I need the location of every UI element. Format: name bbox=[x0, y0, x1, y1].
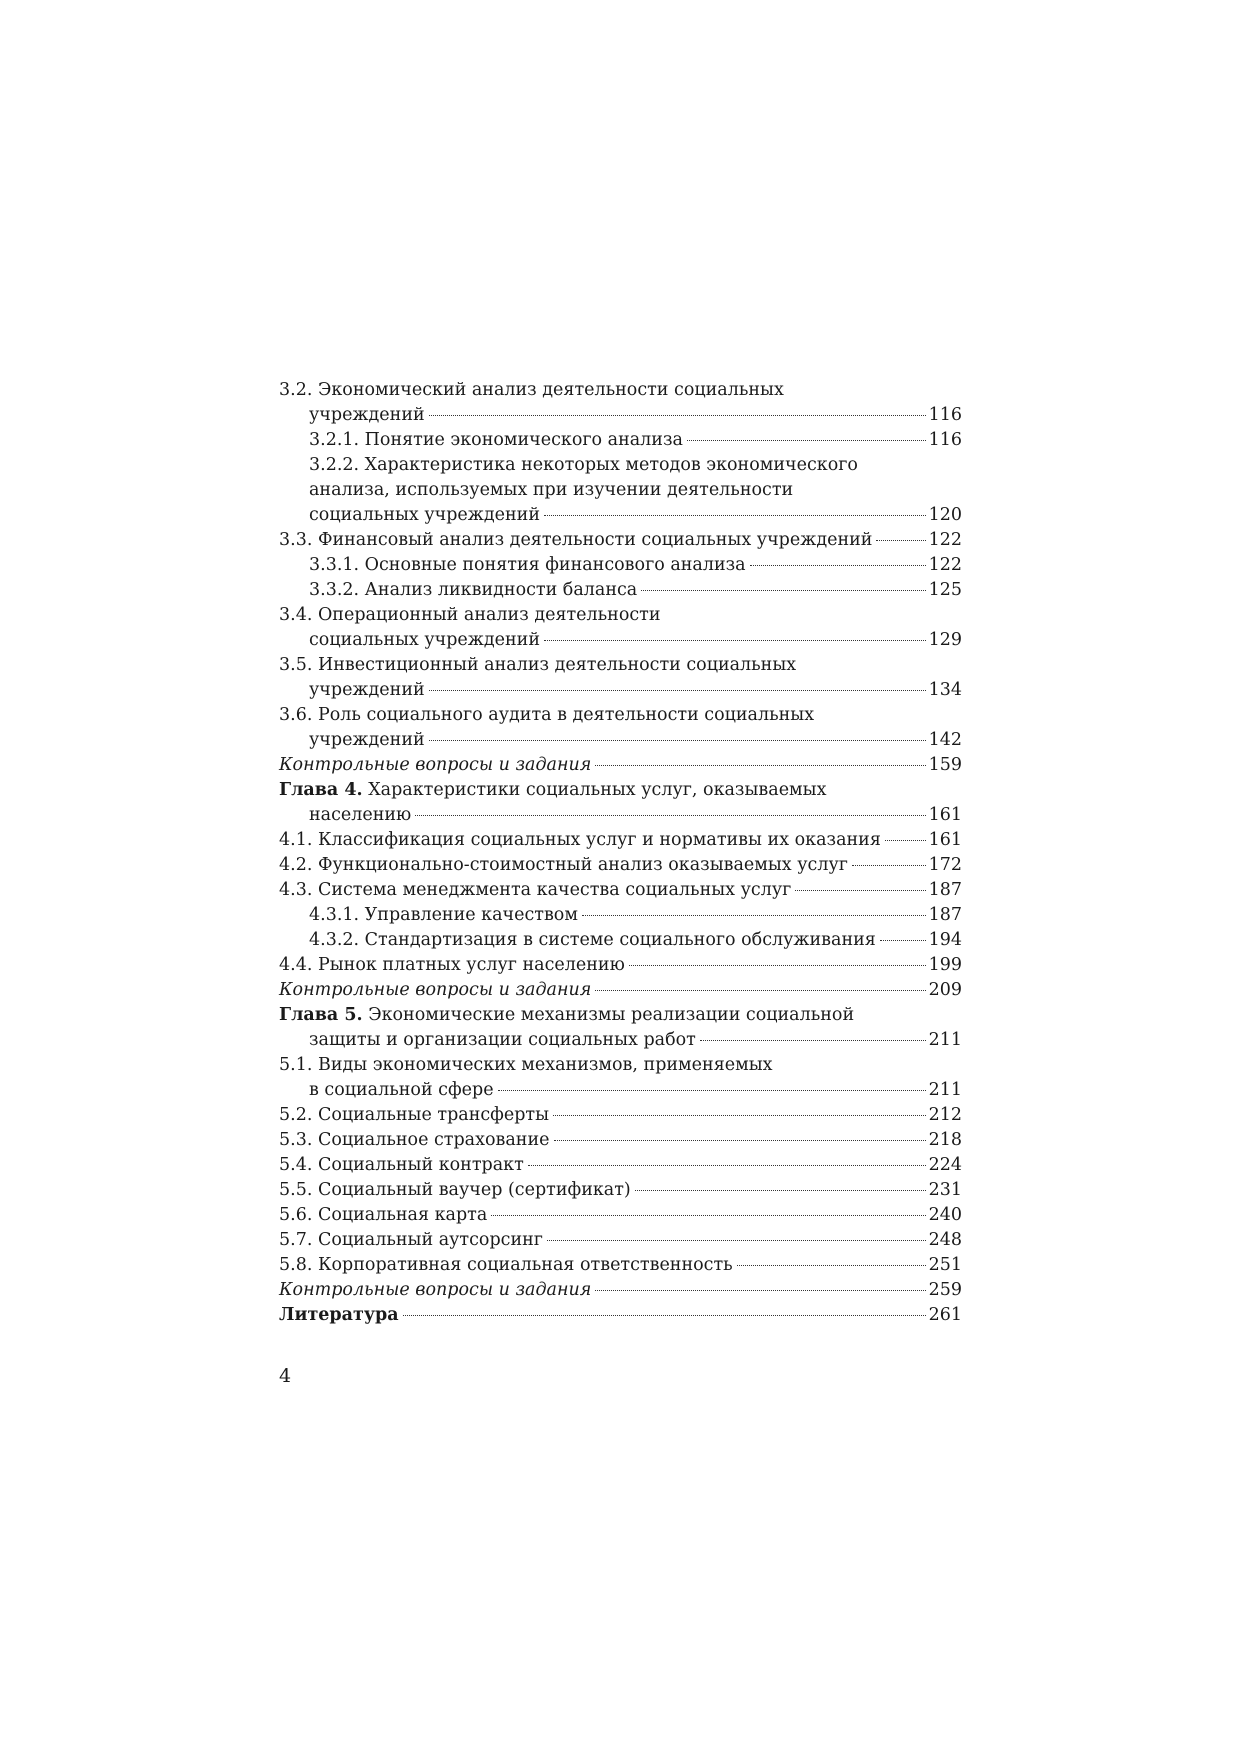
toc-entry bbox=[279, 953, 962, 978]
toc-entry-title: 4.2. Функционально-стоимостный анализ оказываемых услуг bbox=[279, 855, 848, 875]
toc-page-number: 172 bbox=[928, 855, 962, 875]
dot-leader bbox=[498, 1089, 926, 1091]
toc-entry-title: учреждений bbox=[309, 730, 425, 750]
dot-leader bbox=[641, 589, 925, 591]
dot-leader bbox=[852, 864, 926, 866]
dot-leader bbox=[880, 939, 926, 941]
toc-entry bbox=[279, 428, 962, 453]
toc-entry bbox=[279, 528, 962, 553]
toc-page-number: 187 bbox=[928, 880, 962, 900]
toc-page-number: 248 bbox=[928, 1230, 962, 1250]
toc-entry bbox=[279, 378, 962, 428]
dot-leader bbox=[737, 1264, 926, 1266]
toc-entry bbox=[279, 653, 962, 703]
dot-leader bbox=[885, 839, 926, 841]
toc-page-number: 211 bbox=[928, 1030, 962, 1050]
toc-entry bbox=[279, 1278, 962, 1303]
toc-entry bbox=[279, 578, 962, 603]
toc-entry-title: 3.4. Операционный анализ деятельности bbox=[279, 605, 661, 625]
toc-page-number: 199 bbox=[928, 955, 962, 975]
toc-page-number: 251 bbox=[928, 1255, 962, 1275]
toc-page-number: 122 bbox=[928, 555, 962, 575]
toc-page-number: 142 bbox=[928, 730, 962, 750]
toc-page-number: 231 bbox=[928, 1180, 962, 1200]
toc-entry-title: социальных учреждений bbox=[309, 505, 541, 525]
toc-page-number: 161 bbox=[928, 805, 962, 825]
toc-page-number: 212 bbox=[928, 1105, 962, 1125]
toc-entry bbox=[279, 553, 962, 578]
dot-leader bbox=[595, 989, 925, 991]
dot-leader bbox=[582, 914, 926, 916]
dot-leader bbox=[528, 1164, 926, 1166]
dot-leader bbox=[403, 1314, 926, 1316]
toc-entry-title: 3.5. Инвестиционный анализ деятельности социальных bbox=[279, 655, 797, 675]
dot-leader bbox=[544, 639, 926, 641]
toc-entry bbox=[279, 1178, 962, 1203]
dot-leader bbox=[795, 889, 925, 891]
toc-entry bbox=[279, 978, 962, 1003]
dot-leader bbox=[415, 814, 925, 816]
toc-entry-title: в социальной сфере bbox=[309, 1080, 494, 1100]
toc-page-number: 224 bbox=[928, 1155, 962, 1175]
toc-entry-title: учреждений bbox=[309, 405, 425, 425]
toc-entry bbox=[279, 1053, 962, 1103]
toc-entry bbox=[279, 928, 962, 953]
toc-entry-title: 5.3. Социальное страхование bbox=[279, 1130, 550, 1150]
toc-entry-title: 5.4. Социальный контракт bbox=[279, 1155, 524, 1175]
toc-entry bbox=[279, 1203, 962, 1228]
toc-entry-title: социальных учреждений bbox=[309, 630, 541, 650]
toc-entry-title: Контрольные вопросы и задания bbox=[279, 1280, 592, 1300]
toc-entry-title: 5.8. Корпоративная социальная ответственность bbox=[279, 1255, 733, 1275]
table-of-contents bbox=[279, 378, 962, 1328]
dot-leader bbox=[547, 1239, 926, 1241]
dot-leader bbox=[687, 439, 926, 441]
toc-entry bbox=[279, 1003, 962, 1053]
toc-entry bbox=[279, 703, 962, 753]
dot-leader bbox=[700, 1039, 926, 1041]
chapter-label: Глава 4. bbox=[279, 780, 363, 800]
toc-entry bbox=[279, 753, 962, 778]
dot-leader bbox=[629, 964, 926, 966]
toc-entry-title: 5.6. Социальная карта bbox=[279, 1205, 488, 1225]
dot-leader bbox=[750, 564, 926, 566]
toc-entry-title: 3.2. Экономический анализ деятельности социальных bbox=[279, 380, 784, 400]
toc-page-number: 159 bbox=[928, 755, 962, 775]
toc-entry bbox=[279, 878, 962, 903]
chapter-label: Глава 5. bbox=[279, 1005, 363, 1025]
toc-entry-title: учреждений bbox=[309, 680, 425, 700]
toc-page-number: 187 bbox=[928, 905, 962, 925]
dot-leader bbox=[429, 414, 926, 416]
toc-page-number: 161 bbox=[928, 830, 962, 850]
dot-leader bbox=[429, 689, 926, 691]
toc-entry-title: 4.3. Система менеджмента качества социальных услуг bbox=[279, 880, 792, 900]
dot-leader bbox=[491, 1214, 925, 1216]
toc-page-number: 194 bbox=[928, 930, 962, 950]
toc-page-number: 240 bbox=[928, 1205, 962, 1225]
toc-entry-title: 4.4. Рынок платных услуг населению bbox=[279, 955, 625, 975]
toc-page-number: 116 bbox=[928, 405, 962, 425]
dot-leader bbox=[635, 1189, 926, 1191]
page-number: 4 bbox=[279, 1365, 292, 1387]
toc-entry-title: 3.2.2. Характеристика некоторых методов экономического bbox=[309, 455, 858, 475]
toc-entry-title: 3.3. Финансовый анализ деятельности социальных учреждений bbox=[279, 530, 873, 550]
dot-leader bbox=[876, 539, 925, 541]
toc-entry-title: Контрольные вопросы и задания bbox=[279, 755, 592, 775]
toc-entry-title: 4.3.2. Стандартизация в системе социального обслуживания bbox=[309, 930, 876, 950]
toc-entry bbox=[279, 828, 962, 853]
dot-leader bbox=[553, 1114, 926, 1116]
dot-leader bbox=[554, 1139, 926, 1141]
toc-entry bbox=[279, 1253, 962, 1278]
toc-entry-title: Глава 5. Экономические механизмы реализации социальной bbox=[279, 1005, 855, 1025]
toc-entry-title: Литература bbox=[279, 1305, 399, 1325]
toc-page-number: 134 bbox=[928, 680, 962, 700]
toc-entry bbox=[279, 603, 962, 653]
toc-entry-title: 5.1. Виды экономических механизмов, применяемых bbox=[279, 1055, 773, 1075]
toc-page-number: 120 bbox=[928, 505, 962, 525]
toc-page-number: 259 bbox=[928, 1280, 962, 1300]
toc-entry bbox=[279, 1303, 962, 1328]
toc-entry-title: Глава 4. Характеристики социальных услуг, оказываемых bbox=[279, 780, 827, 800]
toc-entry-title: 3.2.1. Понятие экономического анализа bbox=[309, 430, 683, 450]
dot-leader bbox=[429, 739, 926, 741]
toc-entry-title: 3.3.1. Основные понятия финансового анализа bbox=[309, 555, 746, 575]
toc-entry-title: 4.3.1. Управление качеством bbox=[309, 905, 578, 925]
toc-page-number: 129 bbox=[928, 630, 962, 650]
toc-entry-title: Контрольные вопросы и задания bbox=[279, 980, 592, 1000]
toc-page-number: 261 bbox=[928, 1305, 962, 1325]
toc-entry-title: 3.6. Роль социального аудита в деятельности социальных bbox=[279, 705, 815, 725]
toc-page-number: 125 bbox=[928, 580, 962, 600]
toc-entry bbox=[279, 1228, 962, 1253]
toc-entry-title: населению bbox=[309, 805, 412, 825]
dot-leader bbox=[544, 514, 926, 516]
toc-page-number: 211 bbox=[928, 1080, 962, 1100]
toc-entry-title: 3.3.2. Анализ ликвидности баланса bbox=[309, 580, 638, 600]
toc-entry-title: защиты и организации социальных работ bbox=[309, 1030, 696, 1050]
toc-page-number: 209 bbox=[928, 980, 962, 1000]
toc-entry bbox=[279, 853, 962, 878]
toc-entry bbox=[279, 1153, 962, 1178]
toc-page-number: 116 bbox=[928, 430, 962, 450]
toc-entry-title: 5.5. Социальный ваучер (сертификат) bbox=[279, 1180, 631, 1200]
toc-entry bbox=[279, 453, 962, 528]
dot-leader bbox=[595, 764, 925, 766]
toc-entry bbox=[279, 903, 962, 928]
toc-entry-title: 5.2. Социальные трансферты bbox=[279, 1105, 550, 1125]
toc-entry bbox=[279, 1128, 962, 1153]
toc-page-number: 122 bbox=[928, 530, 962, 550]
toc-entry-title: 5.7. Социальный аутсорсинг bbox=[279, 1230, 543, 1250]
toc-entry bbox=[279, 1103, 962, 1128]
toc-entry-title: 4.1. Классификация социальных услуг и нормативы их оказания bbox=[279, 830, 881, 850]
toc-entry bbox=[279, 778, 962, 828]
dot-leader bbox=[595, 1289, 925, 1291]
toc-entry-title: анализа, используемых при изучении деятельности bbox=[309, 480, 794, 500]
toc-page-number: 218 bbox=[928, 1130, 962, 1150]
